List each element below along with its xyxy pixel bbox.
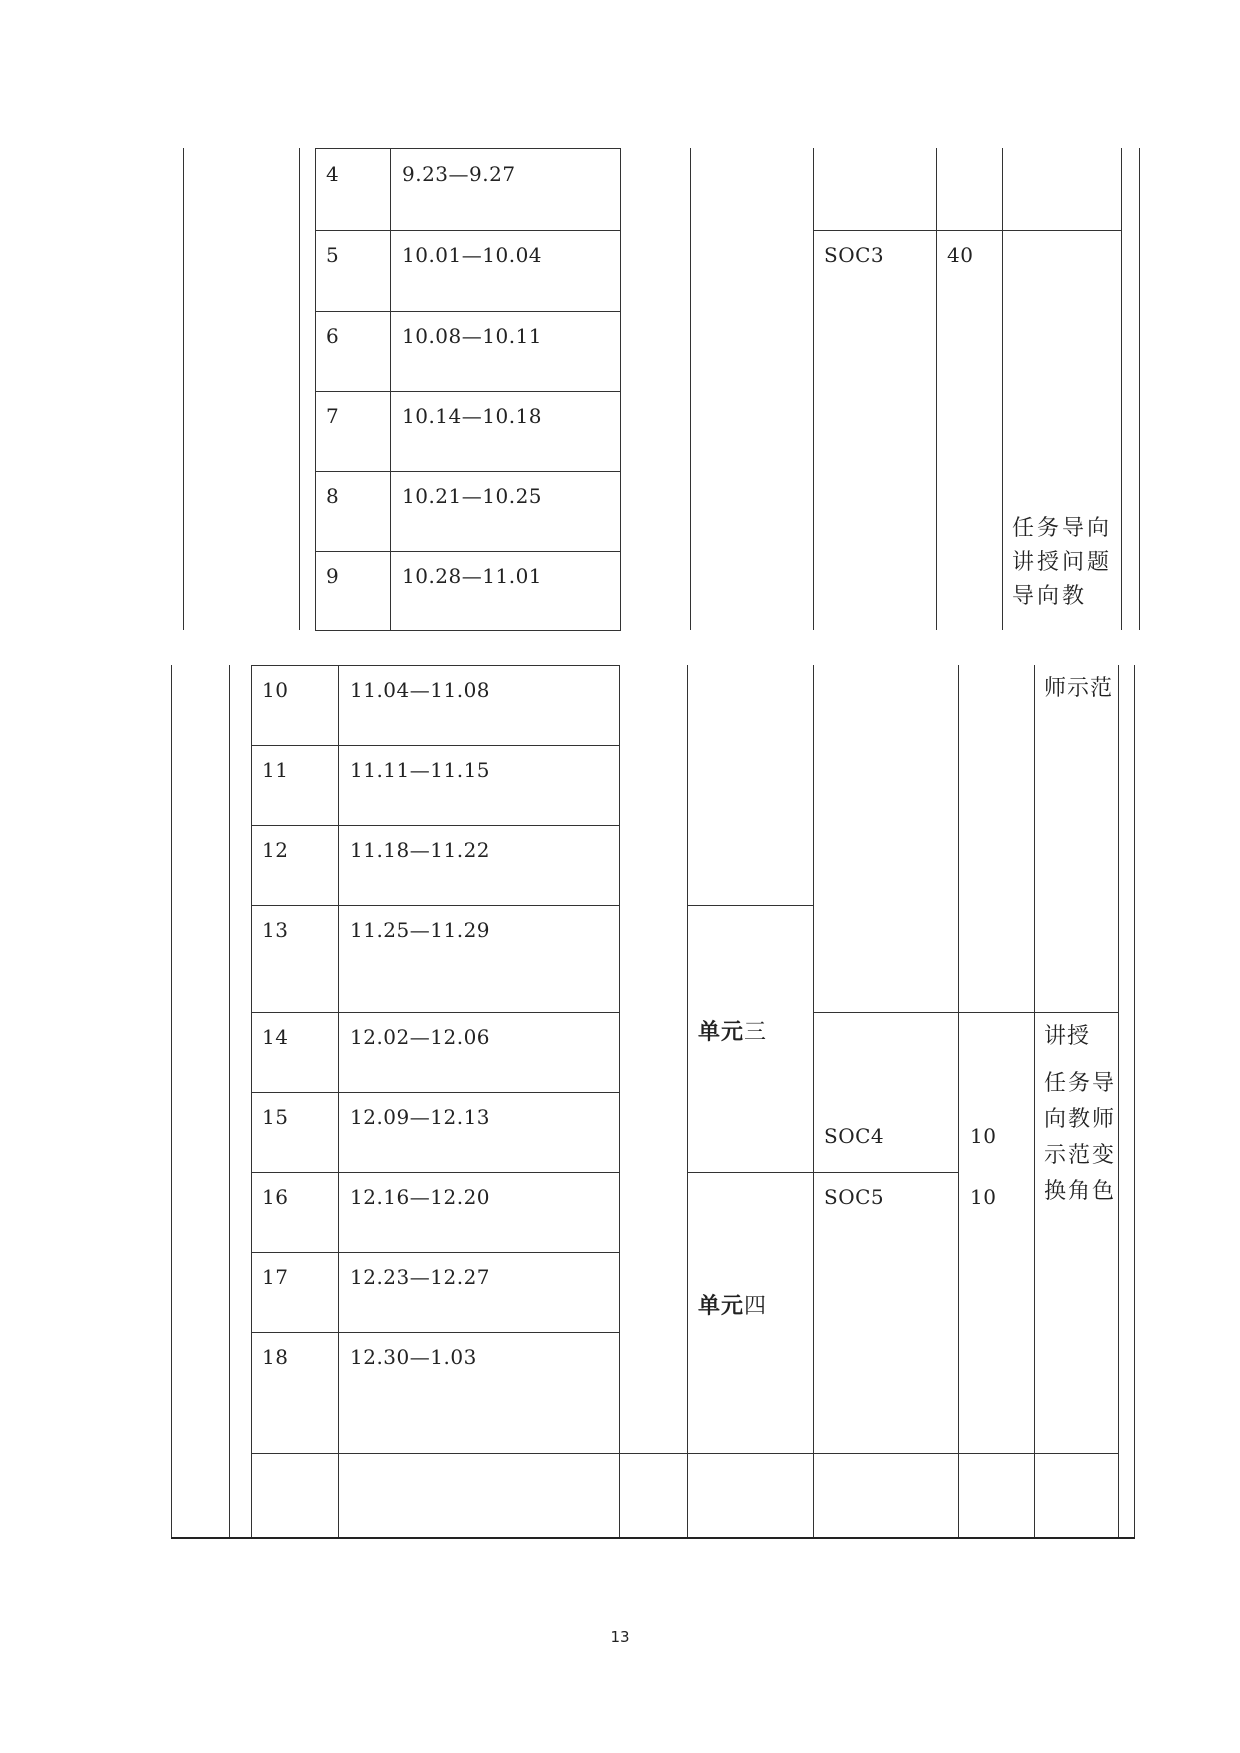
teaching-method [1044, 1066, 1122, 1210]
hours-value: 10 [970, 1124, 997, 1148]
week-number: 12 [262, 838, 289, 862]
week-number: 8 [326, 484, 340, 508]
unit-label-four [698, 1290, 766, 1324]
date-range: 11.11—11.15 [350, 758, 491, 782]
date-range: 12.09—12.13 [350, 1105, 491, 1129]
date-range: 11.04—11.08 [350, 678, 491, 702]
date-range: 12.16—12.20 [350, 1185, 491, 1209]
unit-number: 四 [744, 1294, 767, 1319]
method-line: 换角色 [1044, 1179, 1117, 1204]
unit-prefix: 单元 [698, 1020, 745, 1045]
date-range: 10.08—10.11 [402, 324, 543, 348]
soc-code: SOC3 [824, 243, 885, 267]
hours-value: 40 [947, 243, 974, 267]
week-number: 7 [326, 404, 340, 428]
method-line: 师示范 [1044, 676, 1114, 701]
method-line: 讲授 [1044, 1024, 1091, 1049]
soc-code: SOC5 [824, 1185, 885, 1209]
date-range: 11.18—11.22 [350, 838, 491, 862]
hours-value: 10 [970, 1185, 997, 1209]
week-number: 17 [262, 1265, 289, 1289]
method-line: 任务导向 [1012, 516, 1113, 541]
method-line: 讲授问题 [1012, 550, 1113, 575]
week-number: 16 [262, 1185, 289, 1209]
date-range: 10.14—10.18 [402, 404, 543, 428]
date-range: 12.30—1.03 [350, 1345, 477, 1369]
week-number: 9 [326, 564, 340, 588]
week-number: 6 [326, 324, 340, 348]
date-range: 9.23—9.27 [402, 162, 516, 186]
week-number: 13 [262, 918, 289, 942]
method-line: 示范变 [1044, 1143, 1117, 1168]
date-range: 12.23—12.27 [350, 1265, 491, 1289]
unit-prefix: 单元 [698, 1294, 745, 1319]
week-number: 5 [326, 243, 340, 267]
week-number: 4 [326, 162, 340, 186]
method-line: 导向教 [1012, 584, 1088, 609]
week-number: 18 [262, 1345, 289, 1369]
week-number: 14 [262, 1025, 289, 1049]
week-number: 10 [262, 678, 289, 702]
date-range: 10.28—11.01 [402, 564, 543, 588]
week-number: 15 [262, 1105, 289, 1129]
date-range: 10.01—10.04 [402, 243, 543, 267]
teaching-method [1012, 512, 1112, 614]
date-range: 11.25—11.29 [350, 918, 491, 942]
week-number: 11 [262, 758, 289, 782]
unit-number: 三 [744, 1020, 767, 1045]
soc-code: SOC4 [824, 1124, 885, 1148]
unit-label-three [698, 1016, 766, 1050]
page-number: 13 [610, 1628, 630, 1646]
date-range: 12.02—12.06 [350, 1025, 491, 1049]
method-line: 任务导 [1044, 1071, 1117, 1096]
method-line: 向教师 [1044, 1107, 1117, 1132]
date-range: 10.21—10.25 [402, 484, 543, 508]
